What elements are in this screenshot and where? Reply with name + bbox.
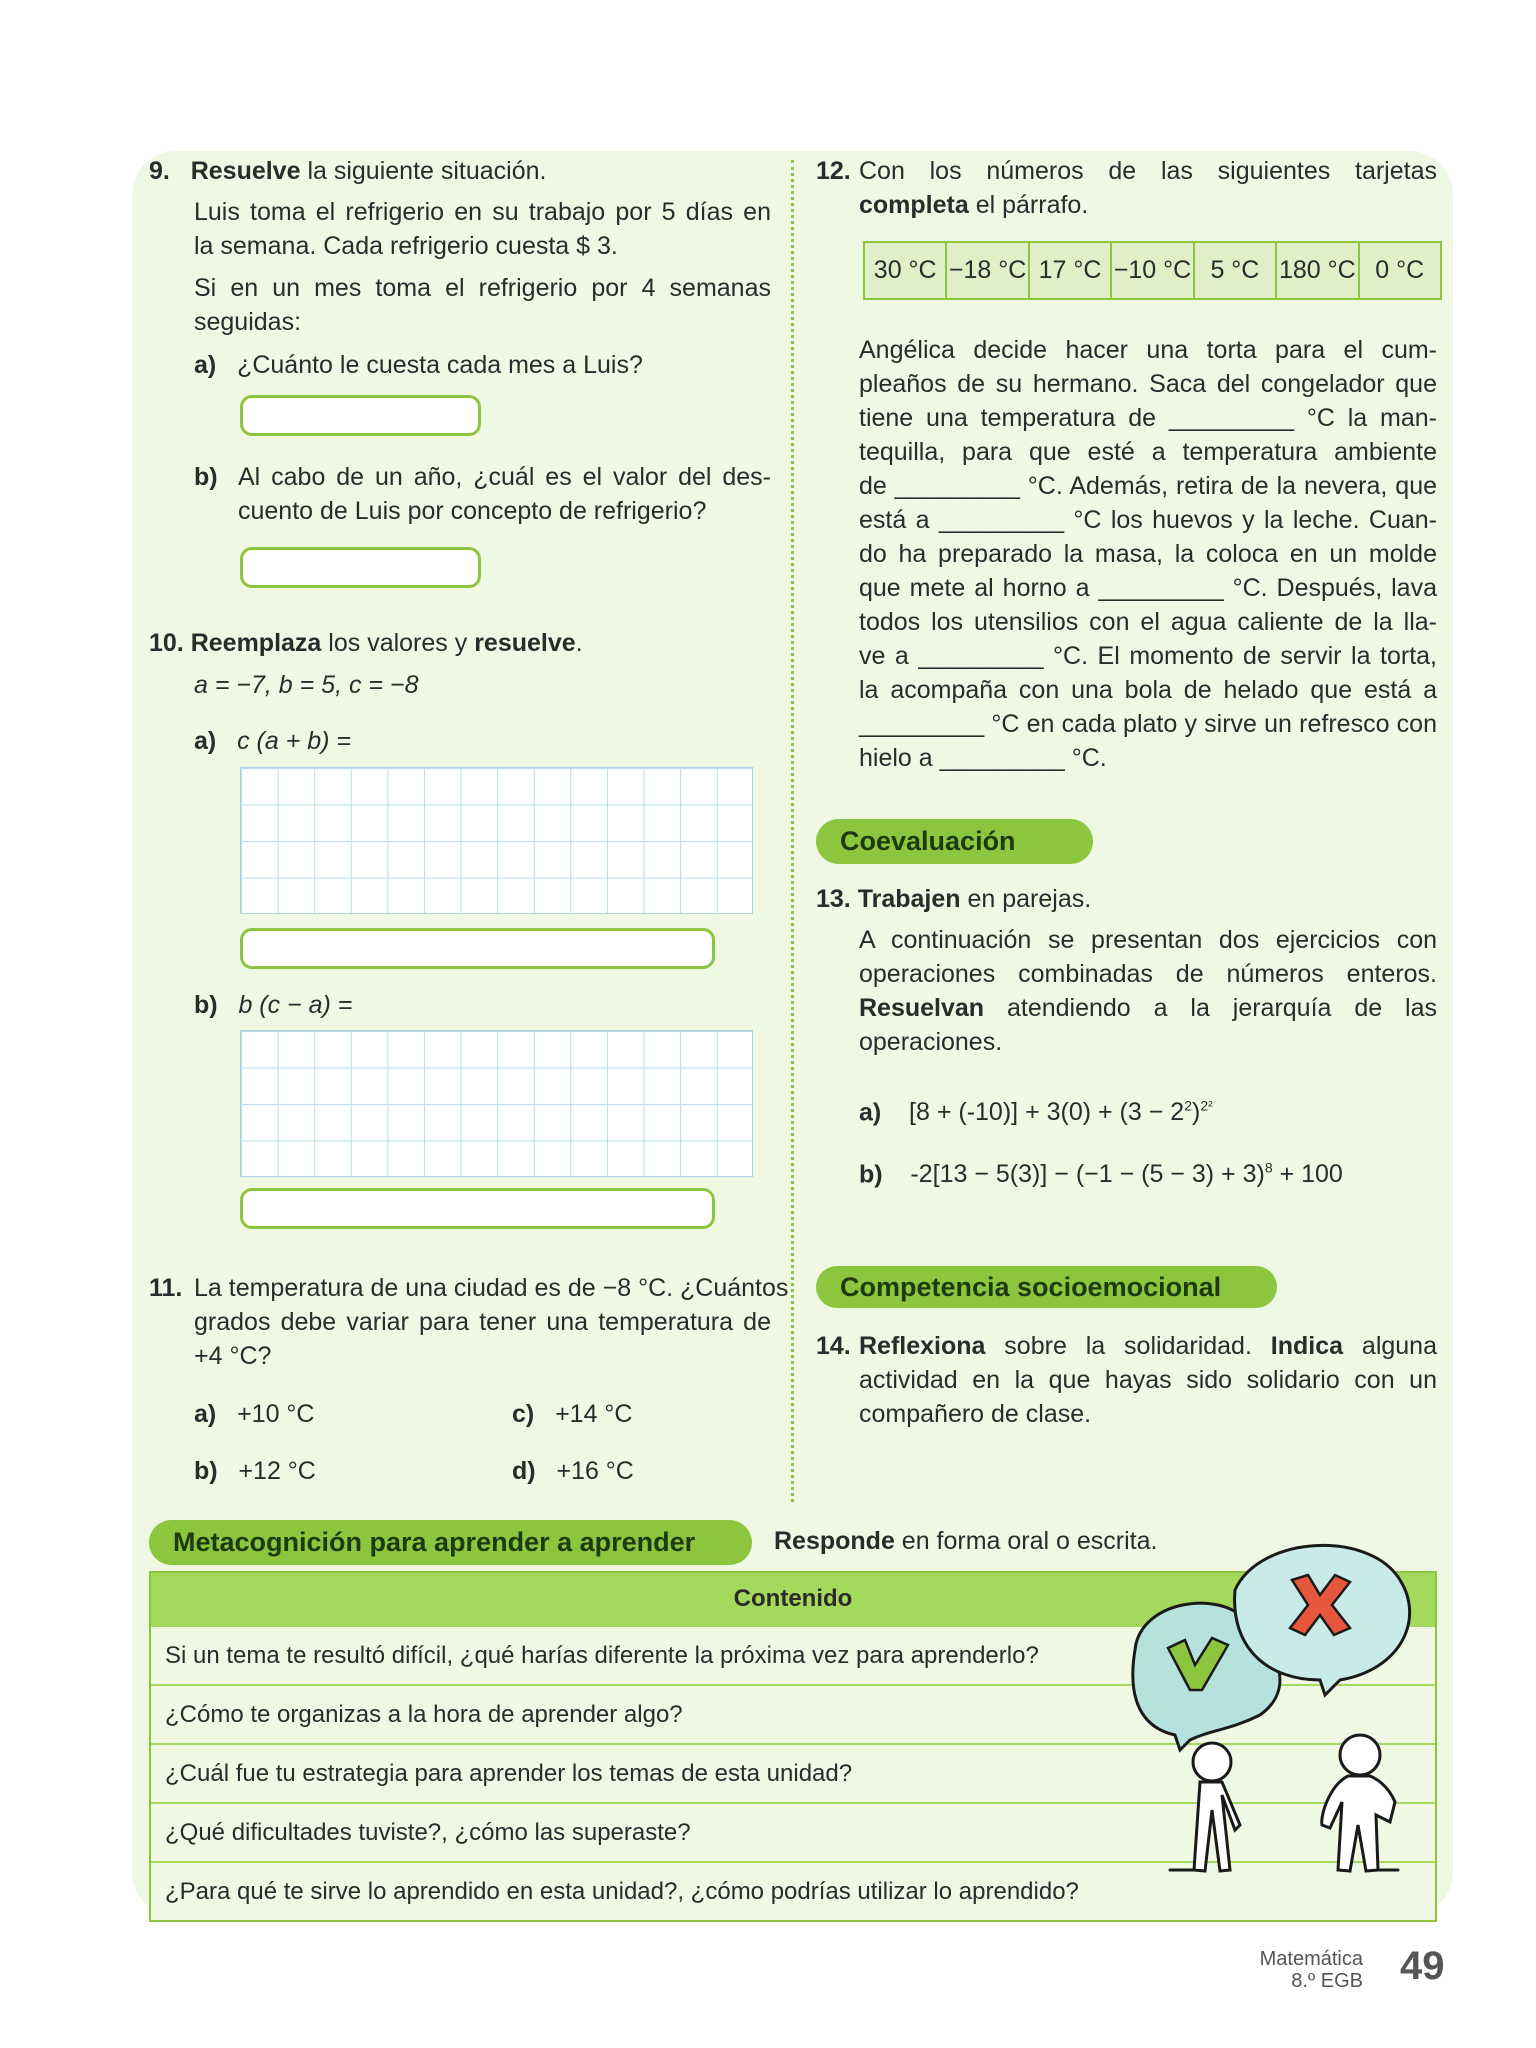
- q9-b-label: b): [194, 463, 218, 491]
- text-line: +4 °C?: [194, 1342, 272, 1370]
- temperature-card: 5 °C: [1195, 243, 1277, 298]
- instruction-rest: en forma oral o escrita.: [894, 1527, 1158, 1555]
- text-line: cuento de Luis por concepto de refrigerio?: [238, 497, 707, 525]
- q10-values: a = −7, b = 5, c = −8: [194, 671, 419, 699]
- math-part: + 100: [1279, 1160, 1343, 1189]
- q9-b-answer-input[interactable]: [240, 547, 481, 588]
- text-line: operaciones combinadas de números enteros.: [859, 960, 1437, 988]
- text-line: operaciones.: [859, 1028, 1003, 1056]
- math-exponent: 2²: [1200, 1098, 1213, 1114]
- q9-title: [149, 154, 546, 188]
- q10-a: [194, 724, 351, 758]
- text-line: pleaños de su hermano. Saca del congelador que: [859, 370, 1437, 398]
- option-value: +12 °C: [238, 1457, 316, 1485]
- q12-title: [859, 154, 1437, 222]
- q13-b-label: b): [859, 1160, 883, 1189]
- metacognicion-instruction: [774, 1524, 1157, 1558]
- q14-verb-1: Reflexiona: [859, 1332, 986, 1360]
- text-line: tiene una temperatura de _________ °C la man-: [859, 404, 1437, 432]
- q11-option-b[interactable]: [194, 1454, 316, 1488]
- math-part: -2: [910, 1160, 933, 1189]
- q9-rest: la siguiente situación.: [300, 157, 547, 185]
- q10-mid: los valores y: [321, 629, 475, 657]
- q11-option-c[interactable]: [512, 1397, 632, 1431]
- option-value: +10 °C: [237, 1400, 315, 1428]
- text-line: do ha preparado la masa, la coloca en un molde: [859, 540, 1437, 568]
- option-label: b): [194, 1457, 218, 1485]
- option-label: d): [512, 1457, 536, 1485]
- q13-verb-2: Resuelvan: [859, 994, 985, 1022]
- q13-b-expression: [910, 1160, 1342, 1188]
- q10-end: .: [575, 629, 583, 657]
- text-line: Si en un mes toma el refrigerio por 4 semanas: [194, 274, 771, 302]
- q10-b-expr: b (c − a) =: [238, 991, 353, 1019]
- text-line: A continuación se presentan dos ejercicios con: [859, 926, 1437, 954]
- q9-b-text: [238, 460, 771, 528]
- text-line: que mete al horno a _________ °C. Después, lava: [859, 574, 1437, 602]
- q13-title: [816, 882, 1091, 916]
- temperature-card: 30 °C: [865, 243, 947, 298]
- q10-b-answer-input[interactable]: [240, 1188, 715, 1229]
- page-number: 49: [1400, 1944, 1445, 1988]
- column-divider: [791, 160, 794, 1502]
- q13-rest: en parejas.: [960, 885, 1092, 913]
- temperature-cards: [863, 241, 1442, 300]
- temperature-card: 180 °C: [1277, 243, 1359, 298]
- q9-a-answer-input[interactable]: [240, 395, 481, 436]
- temperature-card: 17 °C: [1030, 243, 1112, 298]
- q10-title: [149, 626, 583, 660]
- competencia-heading: Competencia socioemocional: [816, 1266, 1277, 1308]
- q10-a-label: a): [194, 727, 217, 755]
- text-line: actividad en la que hayas sido solidario con un: [859, 1366, 1437, 1394]
- text-line: [859, 188, 1437, 222]
- text-line: la acompaña con una bola de helado que está a: [859, 676, 1437, 704]
- q12-verb: completa: [859, 191, 969, 219]
- math-part: −: [1054, 1160, 1069, 1189]
- temperature-card: −10 °C: [1112, 243, 1194, 298]
- q9-a-label: a): [194, 351, 217, 379]
- table-row: ¿Cómo te organizas a la hora de aprender algo?: [151, 1684, 1435, 1743]
- q13-a-label: a): [859, 1098, 882, 1127]
- temperature-card: −18 °C: [947, 243, 1029, 298]
- q9-a: [194, 348, 643, 382]
- q14-text: [859, 1329, 1437, 1431]
- person-left-icon: [1170, 1743, 1240, 1871]
- q12-number: 12.: [816, 157, 851, 185]
- math-part: [8 + (-10)]: [909, 1098, 1019, 1127]
- table-row: ¿Cuál fue tu estrategia para aprender los temas de esta unidad?: [151, 1743, 1435, 1802]
- text-line: [859, 991, 1437, 1025]
- text-line: todos los utensilios con el agua caliente de la lla-: [859, 608, 1437, 636]
- q13-p-rest: atendiendo a la jerarquía de las: [984, 994, 1437, 1022]
- q10-verb-2: resuelve: [474, 629, 576, 657]
- text-line: seguidas:: [194, 308, 302, 336]
- q9-number: 9.: [149, 157, 170, 185]
- text-line: ve a _________ °C. El momento de servir la torta,: [859, 642, 1437, 670]
- math-exponent: 2: [1184, 1098, 1192, 1114]
- person-right-icon: [1322, 1735, 1398, 1871]
- text-line: hielo a _________ °C.: [859, 744, 1107, 772]
- q10-number: 10.: [149, 629, 184, 657]
- text-line: Luis toma el refrigerio en su trabajo por 5 días en: [194, 198, 771, 226]
- text-line: compañero de clase.: [859, 1400, 1092, 1428]
- q13-a: [859, 1089, 1213, 1129]
- option-label: c): [512, 1400, 535, 1428]
- table-header: Contenido: [151, 1573, 1435, 1625]
- q10-b-work-grid[interactable]: [240, 1030, 753, 1177]
- q11-option-d[interactable]: [512, 1454, 634, 1488]
- q11-number: 11.: [149, 1274, 183, 1302]
- q10-b: [194, 988, 352, 1022]
- q10-b-label: b): [194, 991, 218, 1019]
- q9-a-text: ¿Cuánto le cuesta cada mes a Luis?: [237, 351, 643, 379]
- text-line: Angélica decide hacer una torta para el cum-: [859, 336, 1437, 364]
- table-row: ¿Para qué te sirve lo aprendido en esta unidad?, ¿cómo podrías utilizar lo aprendido?: [151, 1861, 1435, 1920]
- option-label: a): [194, 1400, 217, 1428]
- text-line: tequilla, para que esté a temperatura ambiente: [859, 438, 1437, 466]
- q11-text: [194, 1271, 789, 1373]
- q10-verb-1: Reemplaza: [190, 629, 322, 657]
- q13-verb: Trabajen: [857, 885, 961, 913]
- text-line: _________ °C en cada plato y sirve un refresco con: [859, 710, 1437, 738]
- q10-a-answer-input[interactable]: [240, 928, 715, 969]
- q14-end: alguna: [1343, 1332, 1437, 1360]
- q9-verb: Resuelve: [190, 157, 301, 185]
- table-row: Si un tema te resultó difícil, ¿qué harías diferente la próxima vez para aprenderlo?: [151, 1625, 1435, 1684]
- q14-verb-2: Indica: [1270, 1332, 1344, 1360]
- q13-a-expression: [909, 1098, 1213, 1126]
- q10-a-expr: c (a + b) =: [237, 727, 352, 755]
- q12-paragraph: [859, 333, 1437, 775]
- text-line: La temperatura de una ciudad es de −8 °C. ¿Cuántos: [194, 1274, 789, 1302]
- math-part: ): [1191, 1098, 1201, 1127]
- math-part: (−1 − (5 − 3) + 3): [1075, 1160, 1265, 1189]
- metacognicion-heading: Metacognición para aprender a aprender: [149, 1520, 752, 1565]
- footer-book-info: [1260, 1948, 1363, 1992]
- coevaluacion-heading: Coevaluación: [816, 819, 1093, 864]
- q9-paragraph-2: [194, 271, 771, 339]
- option-value: +16 °C: [556, 1457, 634, 1485]
- q14-number: 14.: [816, 1332, 851, 1360]
- speech-bubbles-illustration: [1110, 1540, 1450, 1910]
- option-value: +14 °C: [555, 1400, 633, 1428]
- table-row: ¿Qué dificultades tuviste?, ¿cómo las superaste?: [151, 1802, 1435, 1861]
- text-line: Con los números de las siguientes tarjetas: [859, 157, 1437, 185]
- math-part: + 3(0) + (3 − 2: [1025, 1098, 1185, 1127]
- math-part: [13 − 5(3)]: [932, 1160, 1048, 1189]
- instruction-verb: Responde: [774, 1527, 895, 1555]
- q9-paragraph-1: [194, 195, 771, 263]
- q12-rest: el párrafo.: [968, 191, 1089, 219]
- text-line: de _________ °C. Además, retira de la nevera, que: [859, 472, 1437, 500]
- text-line: la semana. Cada refrigerio cuesta $ 3.: [194, 232, 618, 260]
- text-line: grados debe variar para tener una temperatura de: [194, 1308, 771, 1336]
- text-line: Al cabo de un año, ¿cuál es el valor del des-: [238, 463, 771, 491]
- q11-option-a[interactable]: [194, 1397, 314, 1431]
- footer-subject: Matemática: [1259, 1948, 1363, 1970]
- temperature-card: 0 °C: [1375, 256, 1425, 284]
- q10-a-work-grid[interactable]: [240, 767, 753, 914]
- footer-grade: 8.º EGB: [1291, 1970, 1363, 1992]
- q13-b: [859, 1151, 1343, 1191]
- text-line: está a _________ °C los huevos y la leche. Cuan-: [859, 506, 1437, 534]
- text-line: [859, 1329, 1437, 1363]
- math-exponent: 8: [1264, 1160, 1273, 1176]
- q14-mid: sobre la solidaridad.: [985, 1332, 1271, 1360]
- q13-number: 13.: [816, 885, 851, 913]
- q13-paragraph: [859, 923, 1437, 1059]
